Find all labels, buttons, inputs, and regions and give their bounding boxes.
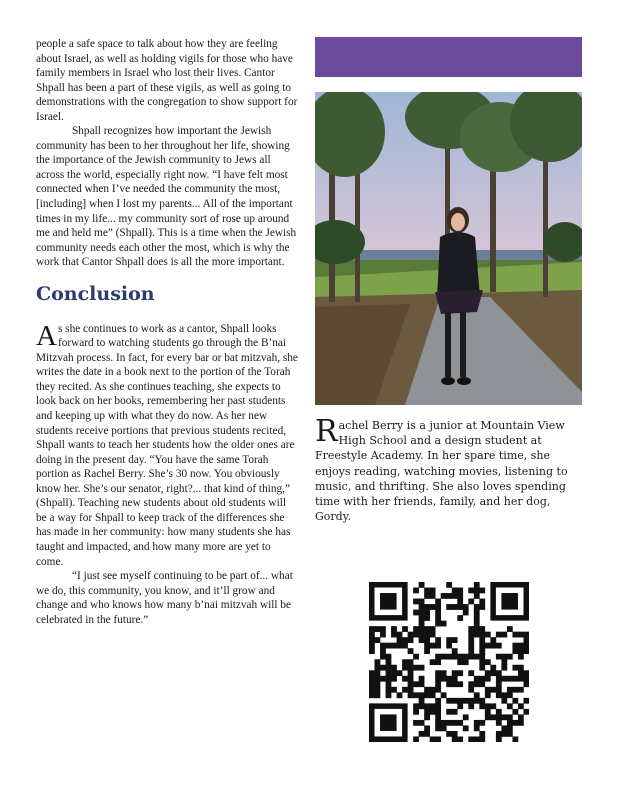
article-paragraph [36,319,298,569]
paragraph-text: s she continues to work as a cantor, Shpall looks forward to watching students go through the B’nai Mitzvah process. In fact, for every bar or bat mitzvah, she writes the date in a book next to the portion of the Torah they recited. As she continues teaching, she expects to look back on her books, remembering her past students and keeping up with what they do now. As her new students receive portions that previous students recited, Shpall wants to teach her students how the older ones are doing in the present day. “You have the same Torah portion as Rachel Berry. She’s 30 now. You obviously know her. She’s our senator, right?... that kind of thing,” (Shpall). Teaching new students about old students will be a way for Shpall to keep track of the differences she has made in her community: how many students she has taught and impacted, and how many more are yet to come. [36,322,298,568]
section-heading: Conclusion [36,282,155,305]
color-banner [315,37,582,77]
article-paragraph: Shpall recognizes how important the Jewish community has been to her throughout her life, showing the importance of the Jewish community to Jews all across the world, especially right now. “I have felt most connected when I’ve needed the community the most, [including] when I lost my parents... All of the important times in my life... my community sort of rose up around me and held me” (Shpall). This is a time when the Jewish community needs each other the most, which is why the work that Cantor Shpall does is all the more important. [36,125,297,269]
sidebar-column [315,37,582,524]
drop-cap: A [36,319,57,352]
drop-cap: R [315,414,338,449]
article-paragraph: people a safe space to talk about how they are feeling about Israel, as well as holding vigils for those who have family members in Israel who lost their lives. Cantor Shpall has been a part of these vigils, as well as going to demonstrations with the congregation to show support for Israel. [36,38,298,123]
author-photo [315,92,582,405]
bio-text: achel Berry is a junior at Mountain View High School and a design student at Freestyle Academy. In her spare time, she enjoys reading, watching movies, listening to music, and thrifting. She also loves spending time with her friends, family, and her dog, Gordy. [315,419,568,524]
qr-code [369,582,529,742]
article-column [36,37,298,627]
article-paragraph: “I just see myself continuing to be part of... what we do, this community, you know, and it’ll grow and change and who knows how many b’nai mitzvah will be celebrated in the future.” [36,570,293,626]
author-bio [315,414,582,524]
